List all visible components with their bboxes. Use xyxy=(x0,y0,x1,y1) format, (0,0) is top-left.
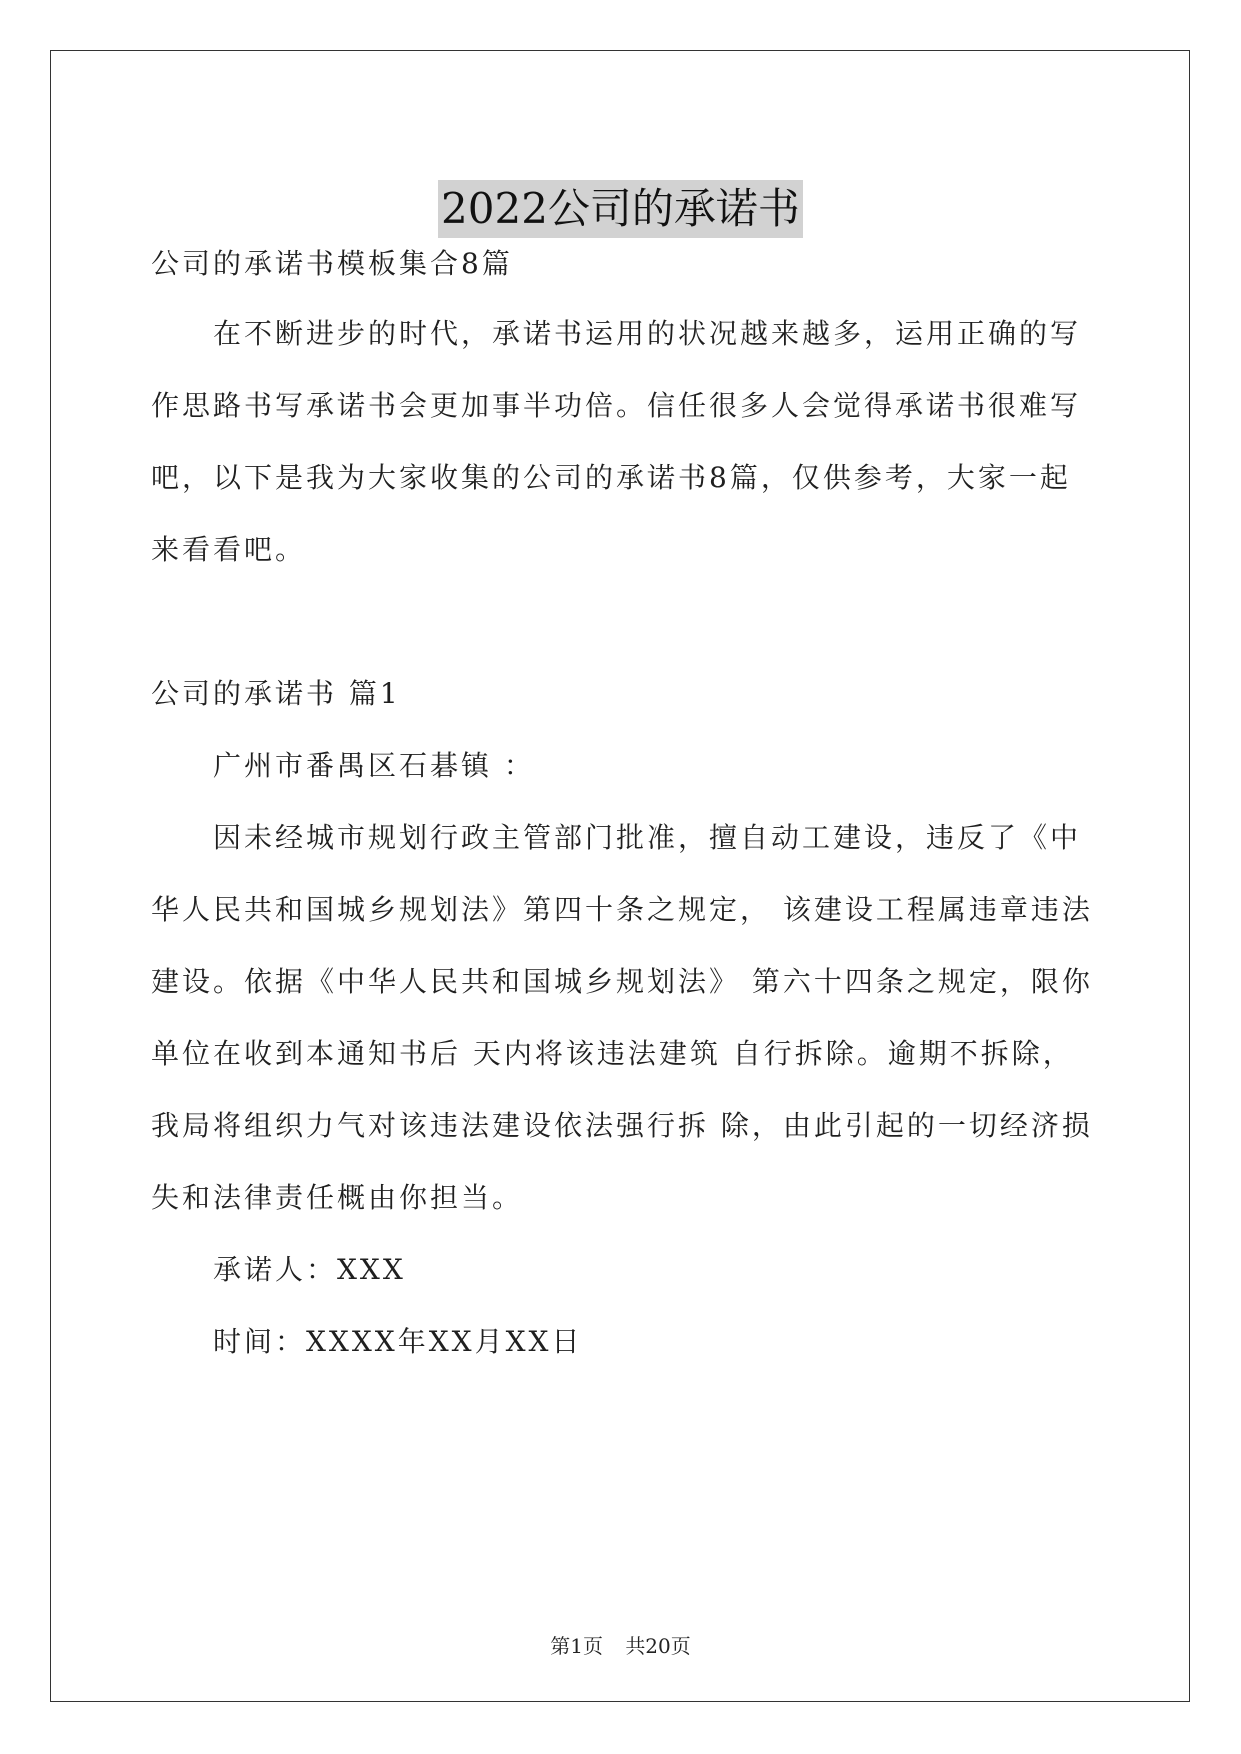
total-pages: 共20页 xyxy=(625,1634,691,1658)
body-line: 单位在收到本通知书后 天内将该违法建筑 自行拆除。逾期不拆除， xyxy=(151,1037,1074,1070)
intro-line: 吧，以下是我为大家收集的公司的承诺书8篇，仅供参考，大家一起 xyxy=(151,461,1071,494)
salutation: 广州市番禺区石碁镇 ： xyxy=(213,749,535,782)
page-number: 第1页 xyxy=(550,1634,603,1658)
intro-line: 在不断进步的时代，承诺书运用的状况越来越多，运用正确的写 xyxy=(213,317,1082,350)
page-footer xyxy=(0,1630,1241,1659)
signer-line: 承诺人：XXX xyxy=(213,1253,406,1286)
intro-line: 来看看吧。 xyxy=(151,533,307,566)
intro-line: 作思路书写承诺书会更加事半功倍。信任很多人会觉得承诺书很难写 xyxy=(151,389,1082,422)
date-line: 时间：XXXX年XX月XX日 xyxy=(213,1325,583,1358)
document-title: 2022公司的承诺书 xyxy=(438,180,803,238)
body-line: 我局将组织力气对该违法建设依法强行拆 除，由此引起的一切经济损 xyxy=(151,1109,1093,1142)
body-line: 建设。依据《中华人民共和国城乡规划法》 第六十四条之规定，限你 xyxy=(151,965,1093,998)
page-border xyxy=(50,50,1190,1702)
document-subtitle: 公司的承诺书模板集合8篇 xyxy=(151,247,513,280)
body-line: 失和法律责任概由你担当。 xyxy=(151,1181,524,1214)
body-line: 华人民共和国城乡规划法》第四十条之规定， 该建设工程属违章违法 xyxy=(151,893,1093,926)
section-heading: 公司的承诺书 篇1 xyxy=(151,677,401,710)
body-line: 因未经城市规划行政主管部门批准，擅自动工建设，违反了《中 xyxy=(213,821,1082,854)
